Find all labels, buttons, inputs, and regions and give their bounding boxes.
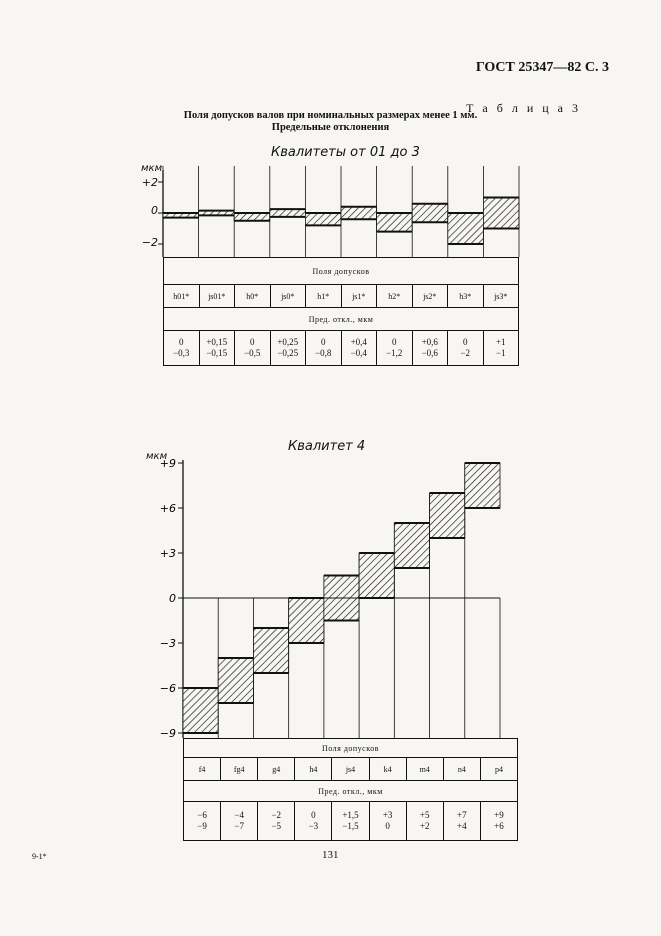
upper-deviation: −4 xyxy=(234,810,244,820)
upper-deviation: 0 xyxy=(250,337,255,347)
tolerance-field-name: js0* xyxy=(270,285,306,308)
upper-deviation: +5 xyxy=(419,810,430,820)
tolerance-field-name: h4 xyxy=(295,758,332,781)
lower-deviation: −0,15 xyxy=(206,348,228,358)
chart1-bar-h3* xyxy=(448,213,484,244)
chart1-bar-js2* xyxy=(412,204,448,223)
lower-deviation: +4 xyxy=(457,821,467,831)
tolerance-field-name: js2* xyxy=(412,285,448,308)
deviation-values xyxy=(448,331,484,366)
upper-deviation: 0 xyxy=(321,337,326,347)
upper-deviation: +0,25 xyxy=(277,337,299,347)
lower-deviation: 0 xyxy=(385,821,390,831)
tolerance-field-name: n4 xyxy=(443,758,480,781)
standard-header: ГОСТ 25347—82 С. 3 xyxy=(475,60,609,75)
tolerance-field-name: h1* xyxy=(306,285,342,308)
fields-label: Поля допусков xyxy=(164,258,519,285)
table-caption-line2: Предельные отклонения xyxy=(271,122,390,133)
chart2-bar-n4 xyxy=(430,493,465,538)
chart1-tick-label: −2 xyxy=(141,236,158,249)
tolerance-field-name: js01* xyxy=(199,285,235,308)
lower-deviation: −7 xyxy=(234,821,244,831)
lower-deviation: −0,6 xyxy=(421,348,438,358)
chart2-table xyxy=(183,738,518,841)
deviation-values xyxy=(406,802,443,841)
tolerance-field-name: h0* xyxy=(235,285,271,308)
upper-deviation: 0 xyxy=(311,810,316,820)
deviation-values xyxy=(164,331,200,366)
upper-deviation: 0 xyxy=(463,337,468,347)
upper-deviation: +0,15 xyxy=(206,337,228,347)
upper-deviation: +1 xyxy=(495,337,506,347)
chart1-title: Квалитеты от 01 до 3 xyxy=(271,145,420,160)
chart2-tick-label: +6 xyxy=(159,502,176,515)
chart2-bar-g4 xyxy=(253,628,288,673)
deviation-values xyxy=(341,331,377,366)
chart2-tick-label: −6 xyxy=(159,682,176,695)
table-caption-line1: Поля допусков валов при номинальных размерах менее 1 мм. xyxy=(183,110,478,121)
tolerance-field-name: h01* xyxy=(164,285,200,308)
footer-note: 9-1* xyxy=(32,852,47,861)
tolerance-field-name: p4 xyxy=(480,758,517,781)
deviation-values xyxy=(377,331,413,366)
tolerance-field-name: h3* xyxy=(448,285,484,308)
tolerance-field-name: m4 xyxy=(406,758,443,781)
upper-deviation: +1,5 xyxy=(342,810,359,820)
chart1-bar-js1* xyxy=(341,207,377,219)
lower-deviation: −9 xyxy=(197,821,207,831)
tolerance-field-name: f4 xyxy=(184,758,221,781)
tolerance-field-name: fg4 xyxy=(221,758,258,781)
chart2-tick-label: +3 xyxy=(159,547,176,560)
upper-deviation: +0,6 xyxy=(421,337,438,347)
tolerance-field-name: h2* xyxy=(377,285,413,308)
tolerance-field-name: k4 xyxy=(369,758,406,781)
chart2-tick-label: −3 xyxy=(159,637,176,650)
lower-deviation: −3 xyxy=(308,821,319,831)
upper-deviation: −2 xyxy=(271,810,282,820)
chart2-tick-label: +9 xyxy=(159,457,176,470)
deviation-values xyxy=(369,802,406,841)
lower-deviation: +6 xyxy=(494,821,504,831)
chart1-tick-label: +2 xyxy=(141,176,158,189)
lower-deviation: −0,8 xyxy=(315,348,332,358)
lower-deviation: −0,25 xyxy=(277,348,299,358)
upper-deviation: +9 xyxy=(494,810,504,820)
chart2-tick-label: 0 xyxy=(169,592,176,605)
table-number: Т а б л и ц а 3 xyxy=(466,101,581,115)
chart1-bar-js3* xyxy=(483,198,519,229)
deviation-values xyxy=(258,802,295,841)
tolerance-field-name: js4 xyxy=(332,758,369,781)
chart2-bar-k4 xyxy=(359,553,394,598)
upper-deviation: +7 xyxy=(457,810,467,820)
deviation-values xyxy=(199,331,235,366)
chart1-bar-h2* xyxy=(377,213,413,232)
lower-deviation: −1,5 xyxy=(342,821,359,831)
chart2-bar-m4 xyxy=(394,523,429,568)
chart2-bar-fg4 xyxy=(218,658,253,703)
fields-label: Поля допусков xyxy=(184,739,518,758)
deviation-values xyxy=(221,802,258,841)
deviation-values xyxy=(184,802,221,841)
chart1-bar-h0* xyxy=(234,213,270,221)
lower-deviation: +2 xyxy=(419,821,430,831)
deviation-values xyxy=(235,331,271,366)
upper-deviation: +3 xyxy=(382,810,393,820)
chart2-title: Квалитет 4 xyxy=(288,439,366,454)
tolerance-field-name: js1* xyxy=(341,285,377,308)
deviation-values xyxy=(306,331,342,366)
lower-deviation: −0,3 xyxy=(173,348,190,358)
lower-deviation: −1 xyxy=(495,348,506,358)
deviation-values xyxy=(443,802,480,841)
chart2-unit-label: мкм xyxy=(146,451,168,462)
deviation-values xyxy=(480,802,517,841)
lower-deviation: −5 xyxy=(271,821,282,831)
lower-deviation: −0,4 xyxy=(350,348,367,358)
chart1-table xyxy=(163,257,519,366)
lower-deviation: −0,5 xyxy=(244,348,261,358)
chart1-unit-label: мкм xyxy=(141,163,163,174)
deviation-values xyxy=(483,331,519,366)
upper-deviation: 0 xyxy=(392,337,397,347)
deviation-values xyxy=(412,331,448,366)
lower-deviation: −1,2 xyxy=(386,348,403,358)
upper-deviation: −6 xyxy=(197,810,207,820)
chart2-bar-f4 xyxy=(183,688,218,733)
chart1-bar-js0* xyxy=(270,209,306,217)
upper-deviation: 0 xyxy=(179,337,184,347)
deviation-values xyxy=(332,802,369,841)
deviation-label: Пред. откл., мкм xyxy=(164,308,519,331)
chart2-bar-h4 xyxy=(289,598,324,643)
chart1-bar-h1* xyxy=(305,213,341,225)
deviation-values xyxy=(295,802,332,841)
chart2-tick-label: −9 xyxy=(159,727,176,740)
deviation-label: Пред. откл., мкм xyxy=(184,781,518,802)
lower-deviation: −2 xyxy=(460,348,471,358)
deviation-values xyxy=(270,331,306,366)
tolerance-field-name: js3* xyxy=(483,285,519,308)
upper-deviation: +0,4 xyxy=(350,337,367,347)
tolerance-field-name: g4 xyxy=(258,758,295,781)
chart1-tick-label: 0 xyxy=(151,204,158,217)
chart2-bar-p4 xyxy=(465,463,500,508)
page-number: 131 xyxy=(322,849,339,861)
